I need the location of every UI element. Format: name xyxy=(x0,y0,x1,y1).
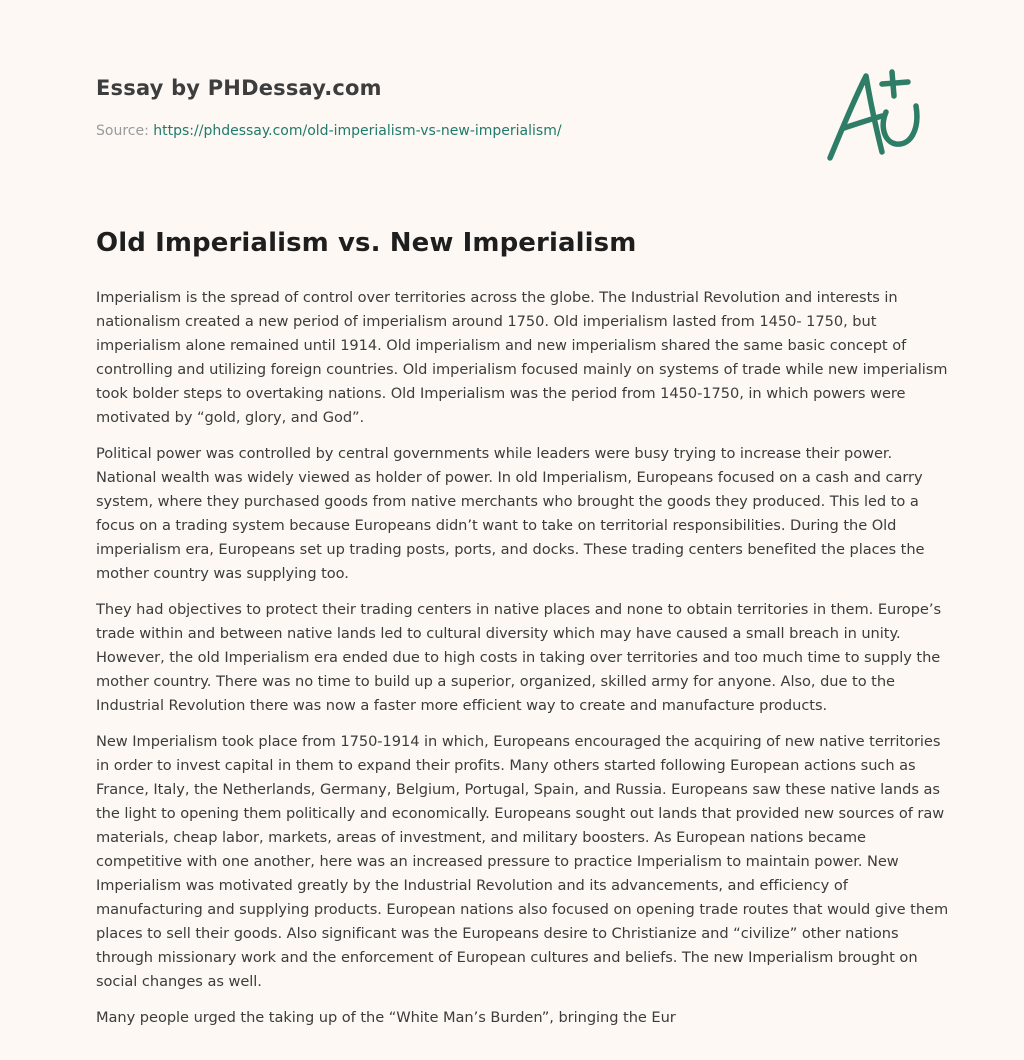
source-line xyxy=(96,123,562,139)
source-label: Source: xyxy=(96,123,154,139)
source-link[interactable]: https://phdessay.com/old-imperialism-vs-new-imperialism/ xyxy=(153,123,562,139)
paragraph-4: New Imperialism took place from 1750-1914 in which, Europeans encouraged the acquiring of new native territories in order to invest capital in them to expand their profits. Many others started following European actions such as France, Italy, the Netherlands, Germany, Belgium, Portugal, Spain, and Russia. Europeans saw these native lands as the light to opening them politically and economically. Europeans sought out lands that provided new sources of raw materials, cheap labor, markets, areas of investment, and military boosters. As European nations became competitive with one another, here was an increased pressure to practice Imperialism to maintain power. New Imperialism was motivated greatly by the Industrial Revolution and its advancements, and efficiency of manufacturing and supplying products. European nations also focused on opening trade routes that would give them places to sell their goods. Also significant was the Europeans desire to Christianize and “civilize” other nations through missionary work and the enforcement of European cultures and beliefs. The new Imperialism brought on social changes as well. xyxy=(96,733,949,990)
site-brand: Essay by PHDessay.com xyxy=(96,76,382,100)
paragraph-2: Political power was controlled by central governments while leaders were busy trying to increase their power. National wealth was widely viewed as holder of power. In old Imperialism, Europeans focused on a cash and carry system, where they purchased goods from native merchants who brought the goods they produced. This led to a focus on a trading system because Europeans didn’t want to take on territorial responsibilities. During the Old imperialism era, Europeans set up trading posts, ports, and docks. These trading centers benefited the places the mother country was supplying too. xyxy=(96,445,925,582)
essay-title: Old Imperialism vs. New Imperialism xyxy=(96,228,637,258)
paragraph-1: Imperialism is the spread of control over territories across the globe. The Industrial Revolution and interests in nationalism created a new period of imperialism around 1750. Old imperialism lasted from 1450- 1750, but imperialism alone remained until 1914. Old imperialism and new imperialism shared the same basic concept of controlling and utilizing foreign countries. Old imperialism focused mainly on systems of trade while new imperialism took bolder steps to overtaking nations. Old Imperialism was the period from 1450-1750, in which powers were motivated by “gold, glory, and God”. xyxy=(96,289,948,426)
paragraph-3: They had objectives to protect their trading centers in native places and none to obtain territories in them. Europe’s trade within and between native lands led to cultural diversity which may have caused a small breach in unity. However, the old Imperialism era ended due to high costs in taking over territories and too much time to supply the mother country. There was no time to build up a superior, organized, skilled army for anyone. Also, due to the Industrial Revolution there was now a faster more efficient way to create and manufacture products. xyxy=(96,601,941,714)
essay-body xyxy=(96,286,956,1042)
paragraph-5: Many people urged the taking up of the “White Man’s Burden”, bringing the Eur xyxy=(96,1009,676,1026)
a-plus-logo-icon xyxy=(822,66,928,166)
